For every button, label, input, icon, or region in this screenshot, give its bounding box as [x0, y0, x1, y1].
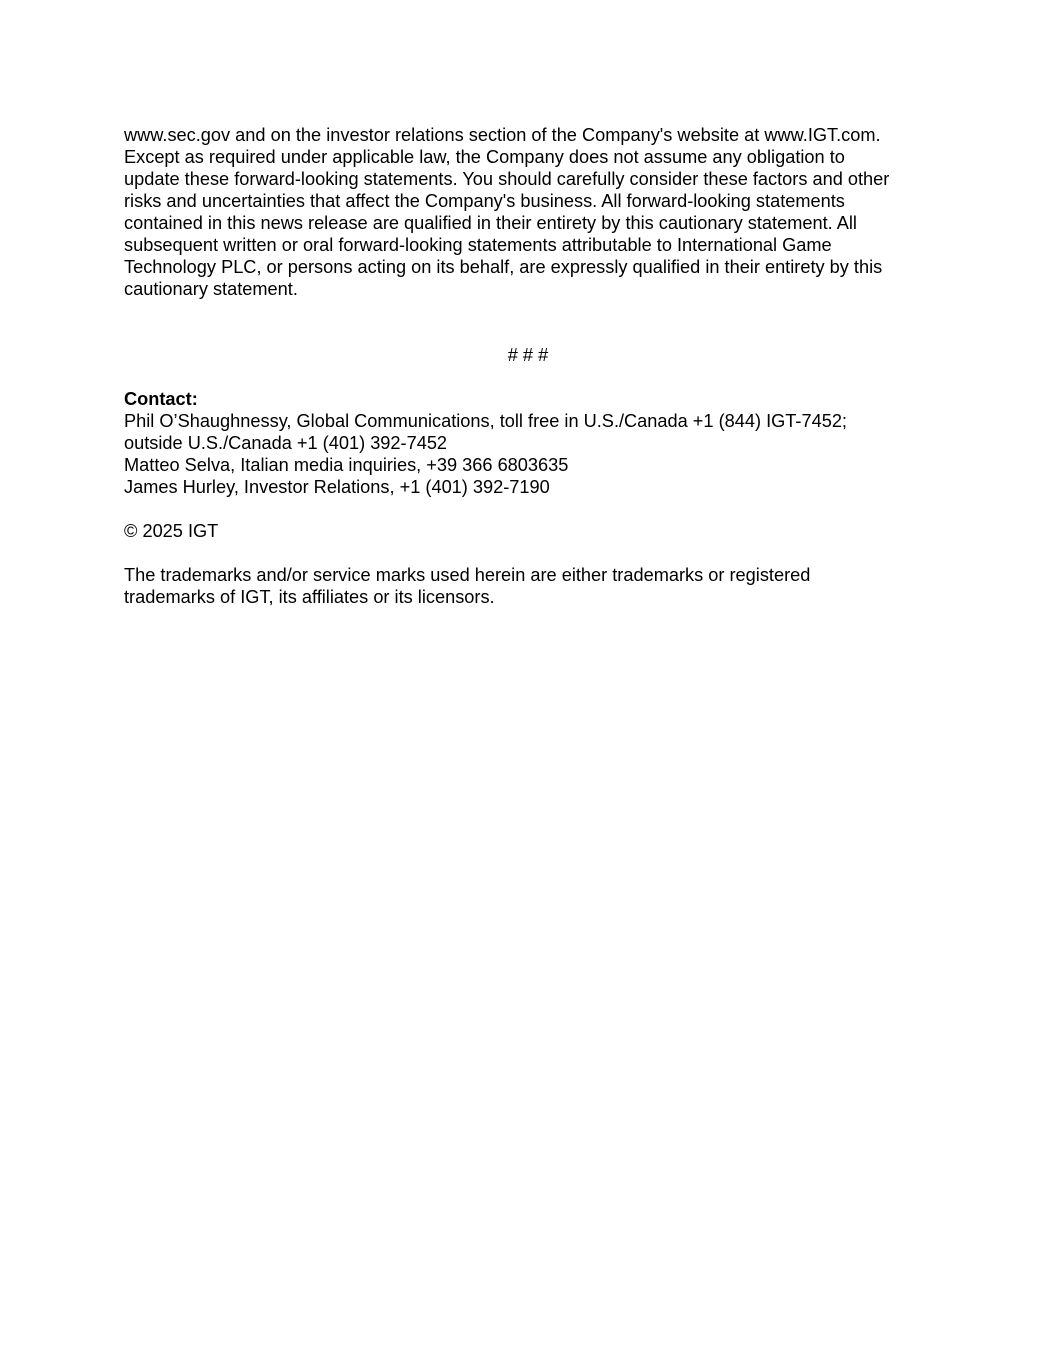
contact-line: Matteo Selva, Italian media inquiries, +39 366 6803635 [124, 455, 569, 475]
trademark-line: The trademarks and/or service marks used herein are either trademarks or registered [124, 565, 811, 585]
disclaimer-line: Except as required under applicable law, the Company does not assume any obligation to [124, 147, 845, 167]
copyright-text: © 2025 IGT [124, 521, 219, 541]
document-page [124, 124, 936, 608]
copyright-notice [124, 520, 936, 542]
disclaimer-line: risks and uncertainties that affect the Company's business. All forward-looking statements [124, 191, 845, 211]
disclaimer-line: cautionary statement. [124, 279, 298, 299]
disclaimer-line: subsequent written or oral forward-looking statements attributable to International Game [124, 235, 832, 255]
contact-heading: Contact: [124, 389, 198, 409]
section-separator: # # # [507, 345, 549, 365]
disclaimer-line: www.sec.gov and on the investor relations section of the Company's website at www.IGT.com. [124, 125, 881, 145]
contact-section [124, 388, 936, 498]
disclaimer-line: Technology PLC, or persons acting on its behalf, are expressly qualified in their entirety by this [124, 257, 883, 277]
disclaimer-line: update these forward-looking statements. You should carefully consider these factors and other [124, 169, 890, 189]
trademark-notice [124, 564, 936, 608]
disclaimer-line: contained in this news release are qualified in their entirety by this cautionary statement. All [124, 213, 857, 233]
disclaimer-paragraph [124, 124, 936, 300]
contact-line: Phil O’Shaughnessy, Global Communications, toll free in U.S./Canada +1 (844) IGT-7452; [124, 411, 847, 431]
contact-line: outside U.S./Canada +1 (401) 392-7452 [124, 433, 448, 453]
contact-line: James Hurley, Investor Relations, +1 (401) 392-7190 [124, 477, 550, 497]
trademark-line: trademarks of IGT, its affiliates or its licensors. [124, 587, 495, 607]
